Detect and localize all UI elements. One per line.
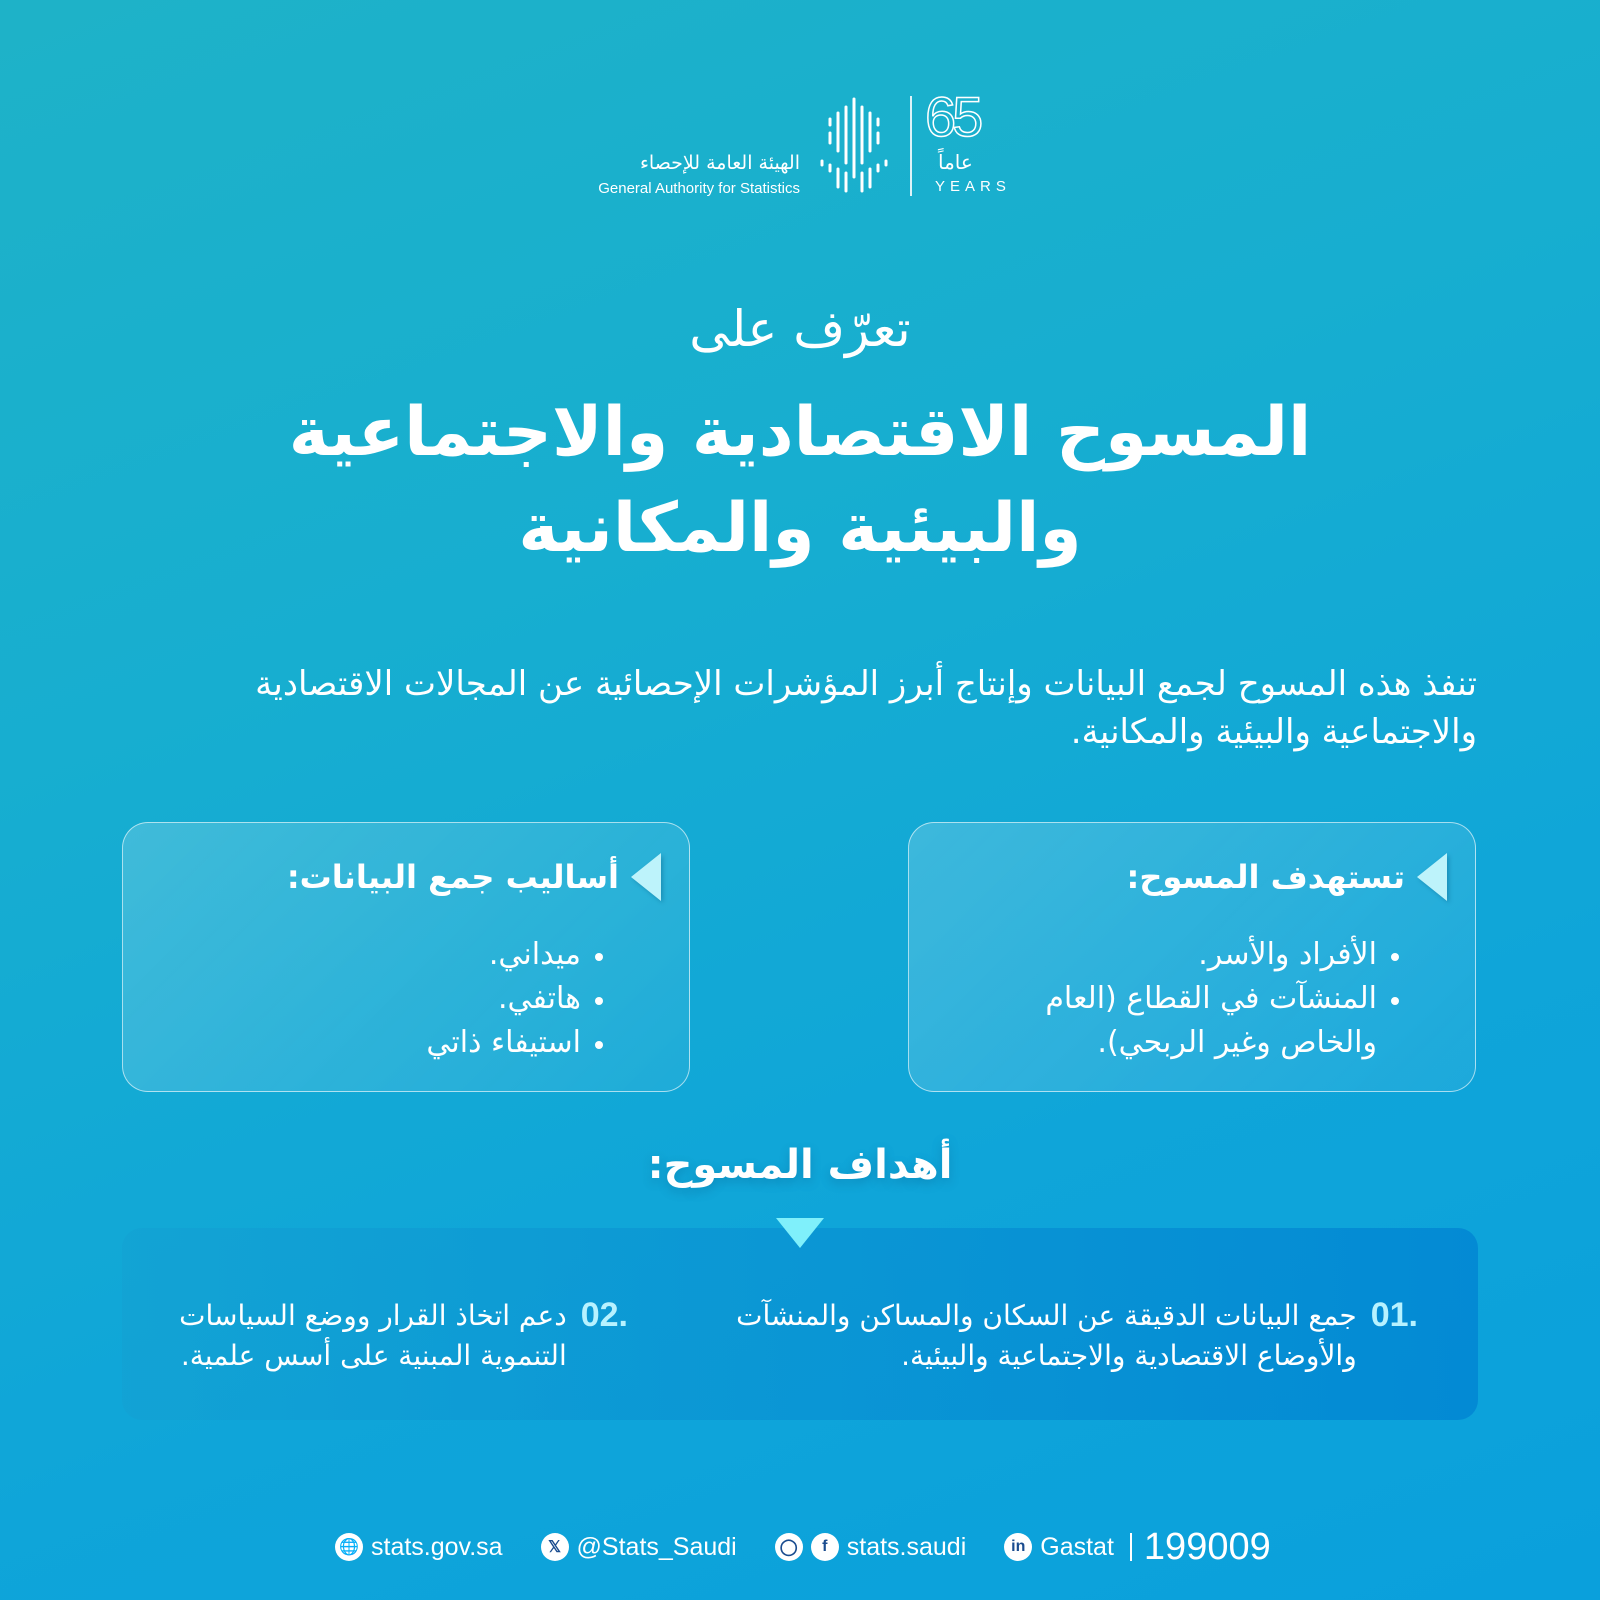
goal-item-2: [148, 1296, 628, 1376]
footer-divider: [1130, 1533, 1132, 1561]
insta-fb-handle: stats.saudi: [846, 1532, 967, 1561]
anniversary-ar: عاماً: [938, 150, 973, 174]
facebook-icon: f: [811, 1533, 839, 1561]
linkedin-handle: Gastat: [1040, 1532, 1114, 1561]
title-line-2: والبيئية والمكانية: [518, 489, 1082, 568]
x-link[interactable]: [541, 1533, 737, 1562]
goal-item-1: [718, 1296, 1418, 1376]
targets-card-header: [1127, 853, 1447, 901]
targets-card: [908, 822, 1476, 1092]
triangle-pointer-icon: [631, 853, 661, 901]
goal-number: 01.: [1370, 1296, 1418, 1334]
methods-list: [426, 933, 603, 1065]
globe-icon: 🌐: [335, 1533, 363, 1561]
methods-card: [122, 822, 690, 1092]
footer-contacts: [335, 1525, 1271, 1569]
page-title: [0, 385, 1600, 577]
goal-number: 02.: [580, 1296, 628, 1334]
website-link[interactable]: [335, 1533, 503, 1562]
instagram-facebook-link[interactable]: [775, 1533, 967, 1562]
methods-card-title: أساليب جمع البيانات:: [286, 858, 619, 896]
list-item: هاتفي.: [426, 977, 603, 1021]
goal-text: دعم اتخاذ القرار ووضع السياسات التنموية المبنية على أسس علمية.: [179, 1299, 567, 1372]
x-icon: 𝕏: [541, 1533, 569, 1561]
linkedin-link[interactable]: [1004, 1533, 1114, 1562]
methods-card-header: [287, 853, 661, 901]
anniversary-number: 65: [925, 85, 980, 148]
x-handle: @Stats_Saudi: [576, 1532, 737, 1561]
instagram-icon: ◯: [775, 1533, 803, 1561]
intro-heading: تعرّف على: [689, 300, 911, 358]
gastat-logo: [580, 85, 1020, 210]
website-text: stats.gov.sa: [371, 1532, 503, 1561]
list-item: الأفراد والأسر.: [959, 933, 1399, 977]
targets-card-title: تستهدف المسوح:: [1126, 858, 1405, 896]
list-item: استيفاء ذاتي: [426, 1021, 603, 1065]
phone-number[interactable]: 199009: [1143, 1525, 1271, 1568]
logo-divider: [910, 96, 912, 196]
goals-box: [122, 1228, 1478, 1420]
linkedin-icon: in: [1004, 1533, 1032, 1561]
goals-title: أهداف المسوح:: [647, 1142, 953, 1188]
description: تنفذ هذه المسوح لجمع البيانات وإنتاج أبرز المؤشرات الإحصائية عن المجالات الاقتصادية والاجتماعية والبيئية والمكانية.: [255, 664, 1477, 752]
targets-list: [959, 933, 1399, 1065]
list-item: ميداني.: [426, 933, 603, 977]
org-name-en: General Authority for Statistics: [598, 180, 800, 197]
list-item: المنشآت في القطاع (العام والخاص وغير الربحي).: [959, 977, 1399, 1065]
triangle-down-icon: [776, 1218, 824, 1248]
goal-text: جمع البيانات الدقيقة عن السكان والمساكن والمنشآت والأوضاع الاقتصادية والاجتماعية والبيئية.: [736, 1299, 1357, 1372]
triangle-pointer-icon: [1417, 853, 1447, 901]
anniversary-en: YEARS: [935, 178, 1011, 195]
title-line-1: المسوح الاقتصادية والاجتماعية: [288, 393, 1312, 472]
gastat-emblem-icon: [818, 95, 890, 195]
org-name-ar: الهيئة العامة للإحصاء: [639, 152, 800, 174]
